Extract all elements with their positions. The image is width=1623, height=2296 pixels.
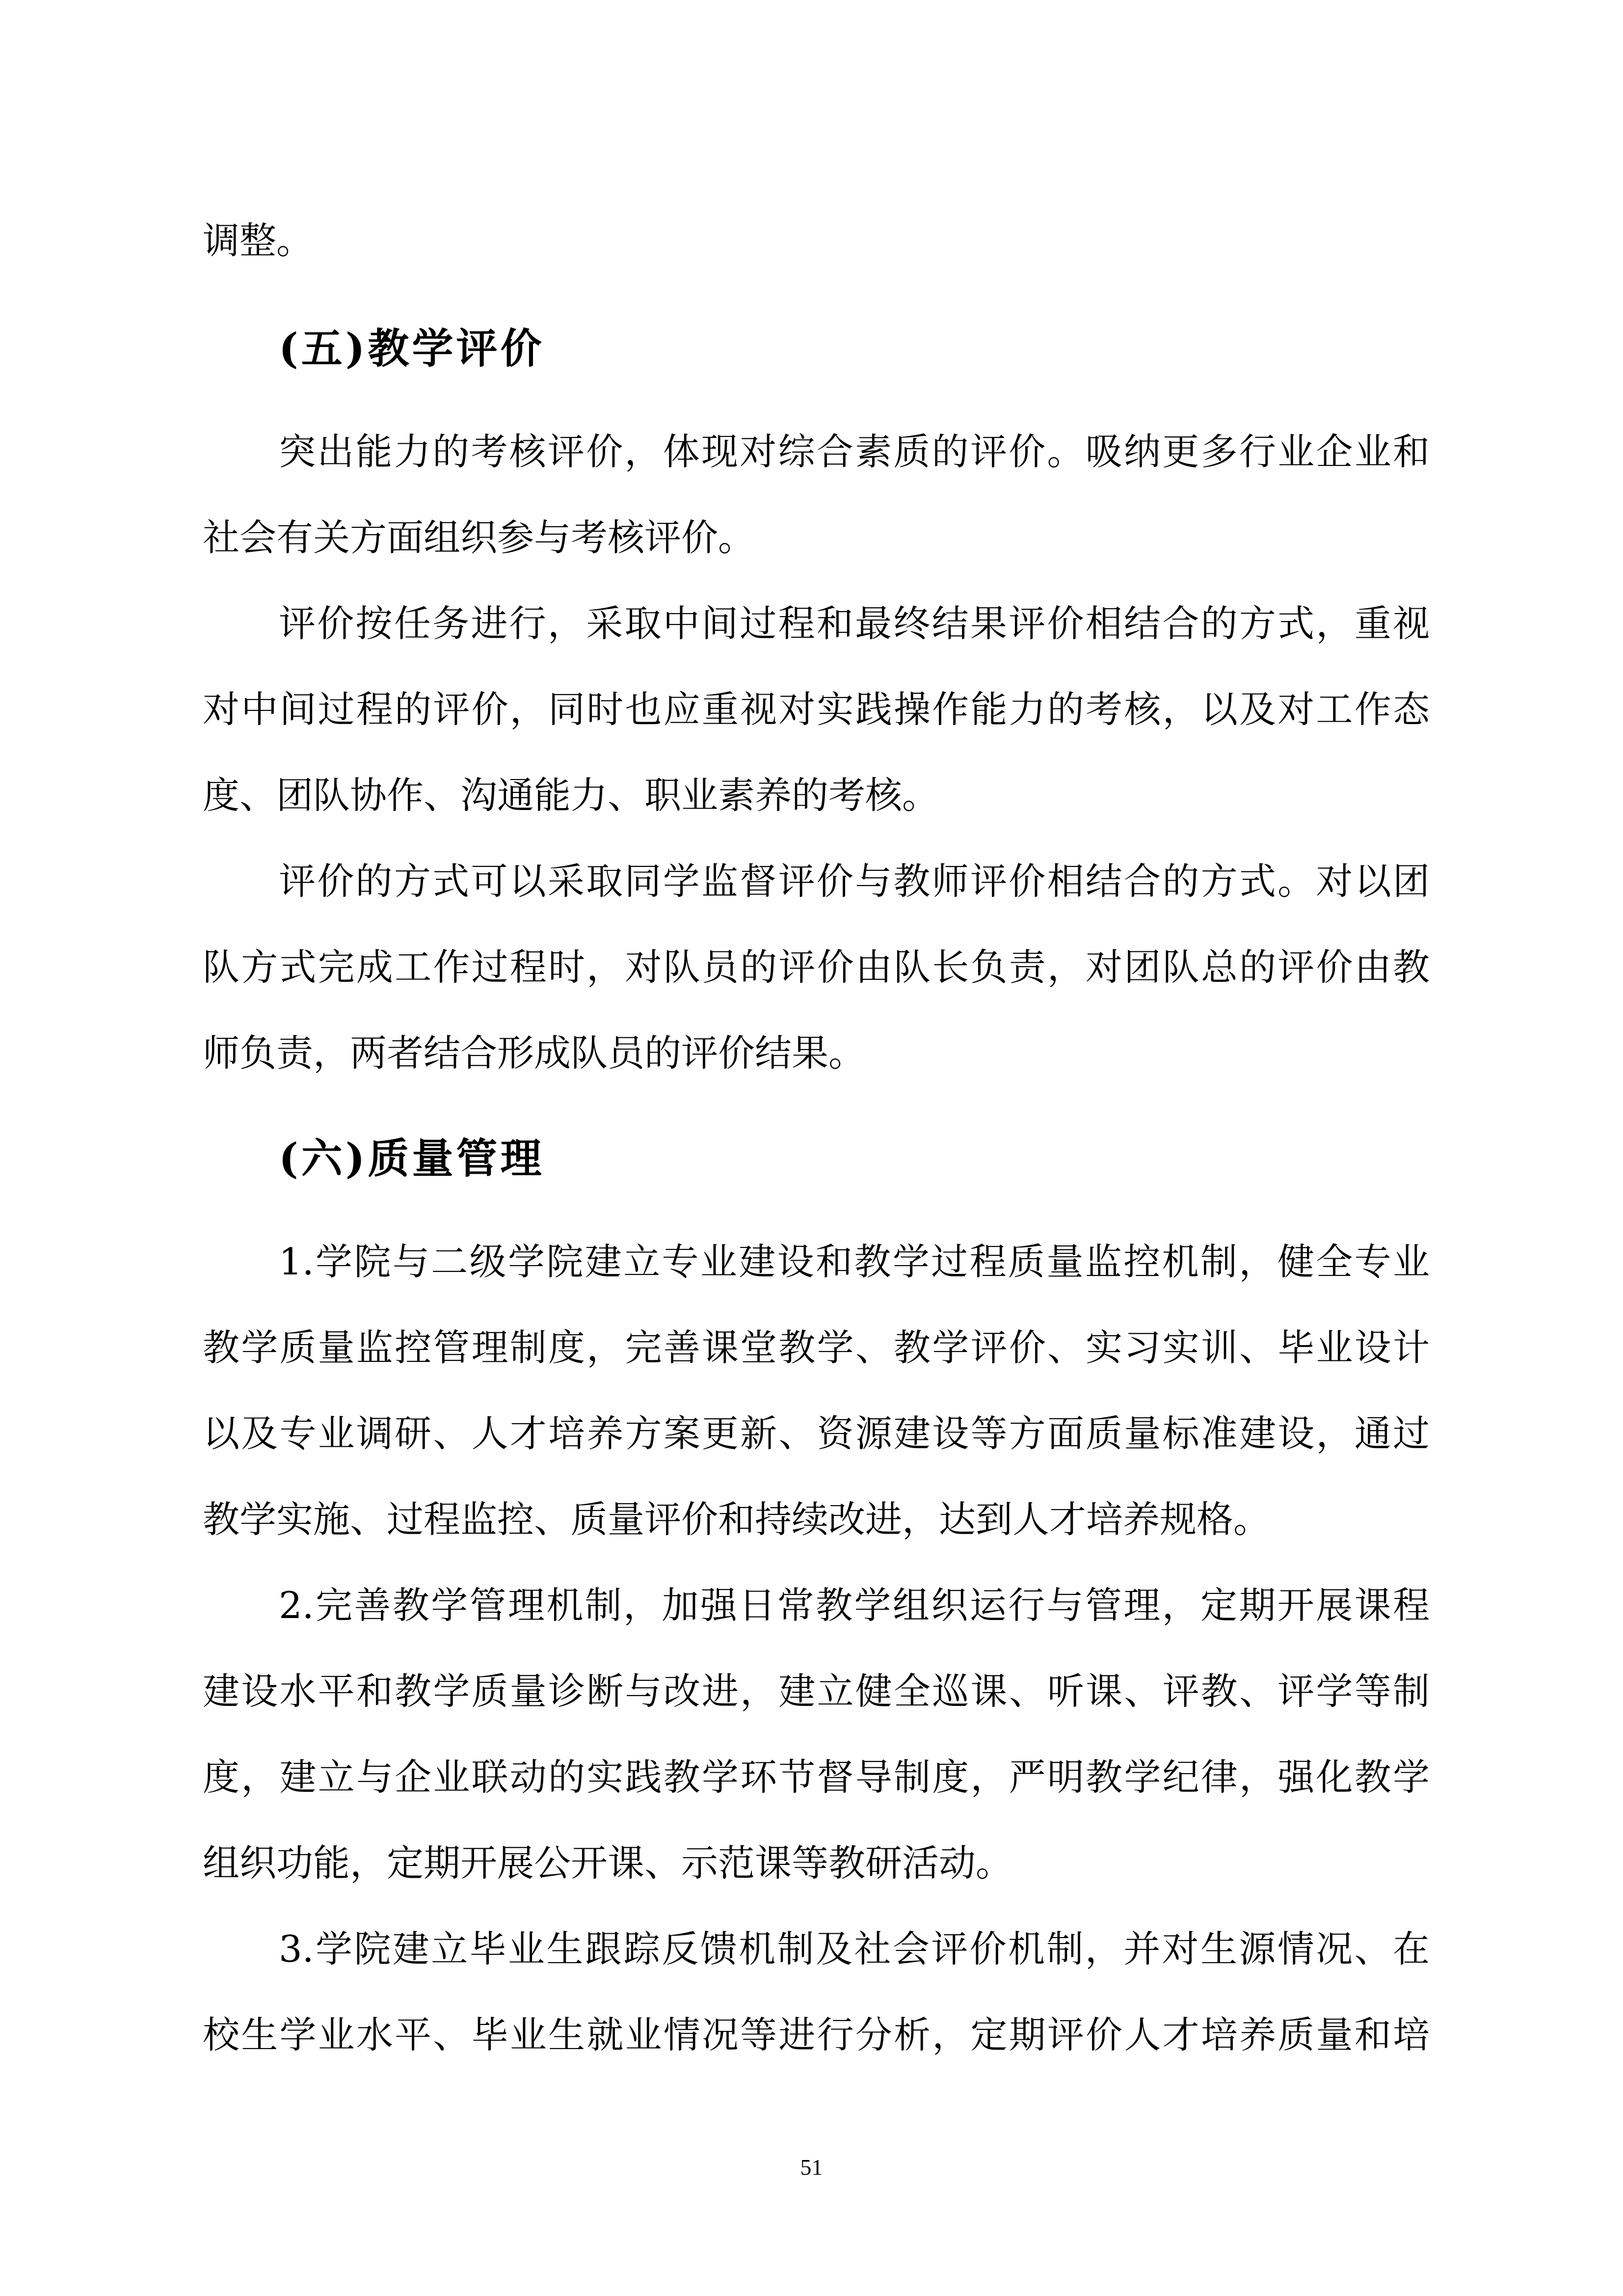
- text-line: 队方式完成工作过程时，对队员的评价由队长负责，对团队总的评价由教: [203, 945, 1430, 989]
- text-line: 以及专业调研、人才培养方案更新、资源建设等方面质量标准建设，通过: [203, 1412, 1430, 1455]
- text-line: 突出能力的考核评价，体现对综合素质的评价。吸纳更多行业企业和: [279, 430, 1430, 473]
- text-line: 度、团队协作、沟通能力、职业素养的考核。: [203, 774, 939, 817]
- section-heading-quality-management: (六)质量管理: [279, 1134, 545, 1183]
- text-line: 评价按任务进行，采取中间过程和最终结果评价相结合的方式，重视: [279, 602, 1430, 645]
- text-line: 校生学业水平、毕业生就业情况等进行分析，定期评价人才培养质量和培: [203, 2013, 1430, 2056]
- text-line: 教学实施、过程监控、质量评价和持续改进，达到人才培养规格。: [203, 1498, 1271, 1541]
- text-line: 建设水平和教学质量诊断与改进，建立健全巡课、听课、评教、评学等制: [203, 1670, 1430, 1713]
- text-line: 1.学院与二级学院建立专业建设和教学过程质量监控机制，健全专业: [279, 1240, 1430, 1283]
- text-line: 对中间过程的评价，同时也应重视对实践操作能力的考核，以及对工作态: [203, 688, 1430, 731]
- text-line: 社会有关方面组织参与考核评价。: [203, 516, 755, 559]
- text-line: 评价的方式可以采取同学监督评价与教师评价相结合的方式。对以团: [279, 860, 1430, 903]
- text-line: 教学质量监控管理制度，完善课堂教学、教学评价、实习实训、毕业设计: [203, 1326, 1430, 1369]
- section-heading-teaching-evaluation: (五)教学评价: [279, 324, 545, 373]
- text-line: 度，建立与企业联动的实践教学环节督导制度，严明教学纪律，强化教学: [203, 1756, 1430, 1799]
- text-line: 师负责，两者结合形成队员的评价结果。: [203, 1031, 866, 1075]
- page-number: 51: [800, 2155, 823, 2180]
- text-line: 调整。: [203, 219, 314, 262]
- text-line: 2.完善教学管理机制，加强日常教学组织运行与管理，定期开展课程: [279, 1584, 1430, 1627]
- text-line: 3.学院建立毕业生跟踪反馈机制及社会评价机制，并对生源情况、在: [279, 1927, 1430, 1971]
- text-line: 组织功能，定期开展公开课、示范课等教研活动。: [203, 1841, 1013, 1885]
